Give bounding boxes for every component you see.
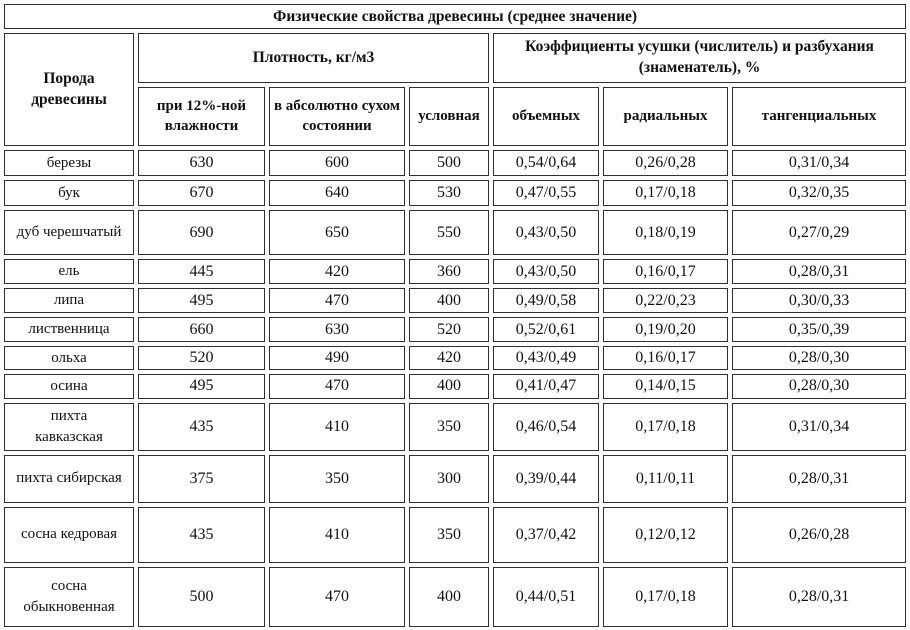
value-cell: 0,44/0,51 — [493, 567, 599, 627]
value-cell: 375 — [138, 455, 265, 503]
value-cell: 0,17/0,18 — [603, 403, 728, 451]
value-cell: 350 — [409, 507, 489, 563]
value-cell: 0,43/0,50 — [493, 259, 599, 284]
value-cell: 0,22/0,23 — [603, 288, 728, 313]
table-row — [4, 150, 906, 176]
value-cell: 420 — [269, 259, 405, 284]
value-cell: 0,39/0,44 — [493, 455, 599, 503]
value-cell: 600 — [269, 150, 405, 176]
value-cell: 550 — [409, 210, 489, 255]
value-cell: 0,12/0,12 — [603, 507, 728, 563]
value-cell: 400 — [409, 567, 489, 627]
value-cell: 0,47/0,55 — [493, 180, 599, 206]
value-cell: 520 — [138, 346, 265, 370]
species-label: сосна обыкновенная — [23, 578, 115, 615]
value-cell: 650 — [269, 210, 405, 255]
value-cell: 410 — [269, 403, 405, 451]
species-label: пихта кавказская — [35, 408, 103, 445]
value-cell: 670 — [138, 180, 265, 206]
value-cell: 0,41/0,47 — [493, 374, 599, 398]
value-cell: 0,28/0,30 — [732, 374, 906, 398]
species-cell: осина — [4, 374, 134, 398]
value-cell: 420 — [409, 346, 489, 370]
value-cell: 0,28/0,30 — [732, 346, 906, 370]
value-cell: 0,28/0,31 — [732, 259, 906, 284]
table-row — [4, 374, 906, 398]
table-row — [4, 567, 906, 627]
value-cell: 520 — [409, 317, 489, 342]
table-group-header-row — [4, 33, 906, 83]
value-cell: 495 — [138, 374, 265, 398]
col-group-density: Плотность, кг/м3 — [138, 33, 489, 83]
species-cell — [4, 455, 134, 503]
value-cell: 0,26/0,28 — [732, 507, 906, 563]
table-body — [4, 150, 906, 627]
species-cell: липа — [4, 288, 134, 313]
value-cell: 0,35/0,39 — [732, 317, 906, 342]
value-cell: 495 — [138, 288, 265, 313]
value-cell: 0,17/0,18 — [603, 180, 728, 206]
value-cell: 0,37/0,42 — [493, 507, 599, 563]
value-cell: 445 — [138, 259, 265, 284]
value-cell: 470 — [269, 567, 405, 627]
col-header-density-12pct: при 12%-ной влажности — [138, 87, 265, 146]
table-row — [4, 455, 906, 503]
value-cell: 0,49/0,58 — [493, 288, 599, 313]
value-cell: 400 — [409, 288, 489, 313]
value-cell: 0,16/0,17 — [603, 346, 728, 370]
species-label: пихта сибирская — [16, 470, 122, 487]
value-cell: 500 — [138, 567, 265, 627]
value-cell: 435 — [138, 403, 265, 451]
species-cell — [4, 210, 134, 255]
value-cell: 0,43/0,49 — [493, 346, 599, 370]
species-cell — [4, 567, 134, 627]
table-row — [4, 403, 906, 451]
table-row — [4, 180, 906, 206]
value-cell: 500 — [409, 150, 489, 176]
species-cell: лиственница — [4, 317, 134, 342]
value-cell: 0,43/0,50 — [493, 210, 599, 255]
value-cell: 410 — [269, 507, 405, 563]
col-header-tangential: тангенциальных — [732, 87, 906, 146]
value-cell: 530 — [409, 180, 489, 206]
value-cell: 400 — [409, 374, 489, 398]
table-row — [4, 507, 906, 563]
value-cell: 0,18/0,19 — [603, 210, 728, 255]
value-cell: 0,14/0,15 — [603, 374, 728, 398]
value-cell: 470 — [269, 288, 405, 313]
value-cell: 360 — [409, 259, 489, 284]
value-cell: 0,27/0,29 — [732, 210, 906, 255]
col-header-density-conditional: условная — [409, 87, 489, 146]
value-cell: 0,31/0,34 — [732, 150, 906, 176]
value-cell: 0,28/0,31 — [732, 567, 906, 627]
table-title-row — [4, 4, 906, 29]
col-group-shrinkage-swelling: Коэффициенты усушки (числитель) и разбухания (знаменатель), % — [493, 33, 906, 83]
value-cell: 0,28/0,31 — [732, 455, 906, 503]
species-cell: бук — [4, 180, 134, 206]
value-cell: 0,31/0,34 — [732, 403, 906, 451]
value-cell: 0,19/0,20 — [603, 317, 728, 342]
value-cell: 0,52/0,61 — [493, 317, 599, 342]
species-cell — [4, 403, 134, 451]
table-row — [4, 317, 906, 342]
species-label: дуб черешчатый — [16, 224, 122, 241]
table-row — [4, 210, 906, 255]
col-header-density-abs-dry: в абсолютно сухом состоянии — [269, 87, 405, 146]
value-cell: 690 — [138, 210, 265, 255]
value-cell: 0,54/0,64 — [493, 150, 599, 176]
value-cell: 630 — [138, 150, 265, 176]
table-title: Физические свойства древесины (среднее значение) — [4, 4, 906, 29]
species-cell: ель — [4, 259, 134, 284]
value-cell: 470 — [269, 374, 405, 398]
value-cell: 490 — [269, 346, 405, 370]
col-header-radial: радиальных — [603, 87, 728, 146]
value-cell: 350 — [269, 455, 405, 503]
table-row — [4, 259, 906, 284]
species-cell: ольха — [4, 346, 134, 370]
value-cell: 435 — [138, 507, 265, 563]
table-row — [4, 288, 906, 313]
value-cell: 640 — [269, 180, 405, 206]
species-cell: сосна кедровая — [4, 507, 134, 563]
col-header-species: Порода древесины — [4, 33, 134, 146]
value-cell: 0,26/0,28 — [603, 150, 728, 176]
value-cell: 0,46/0,54 — [493, 403, 599, 451]
value-cell: 0,32/0,35 — [732, 180, 906, 206]
table-sub-header-row — [4, 87, 906, 146]
value-cell: 0,16/0,17 — [603, 259, 728, 284]
table-row — [4, 346, 906, 370]
value-cell: 0,11/0,11 — [603, 455, 728, 503]
species-cell: березы — [4, 150, 134, 176]
col-header-volumetric: объемных — [493, 87, 599, 146]
value-cell: 300 — [409, 455, 489, 503]
value-cell: 350 — [409, 403, 489, 451]
value-cell: 0,30/0,33 — [732, 288, 906, 313]
value-cell: 630 — [269, 317, 405, 342]
value-cell: 660 — [138, 317, 265, 342]
value-cell: 0,17/0,18 — [603, 567, 728, 627]
